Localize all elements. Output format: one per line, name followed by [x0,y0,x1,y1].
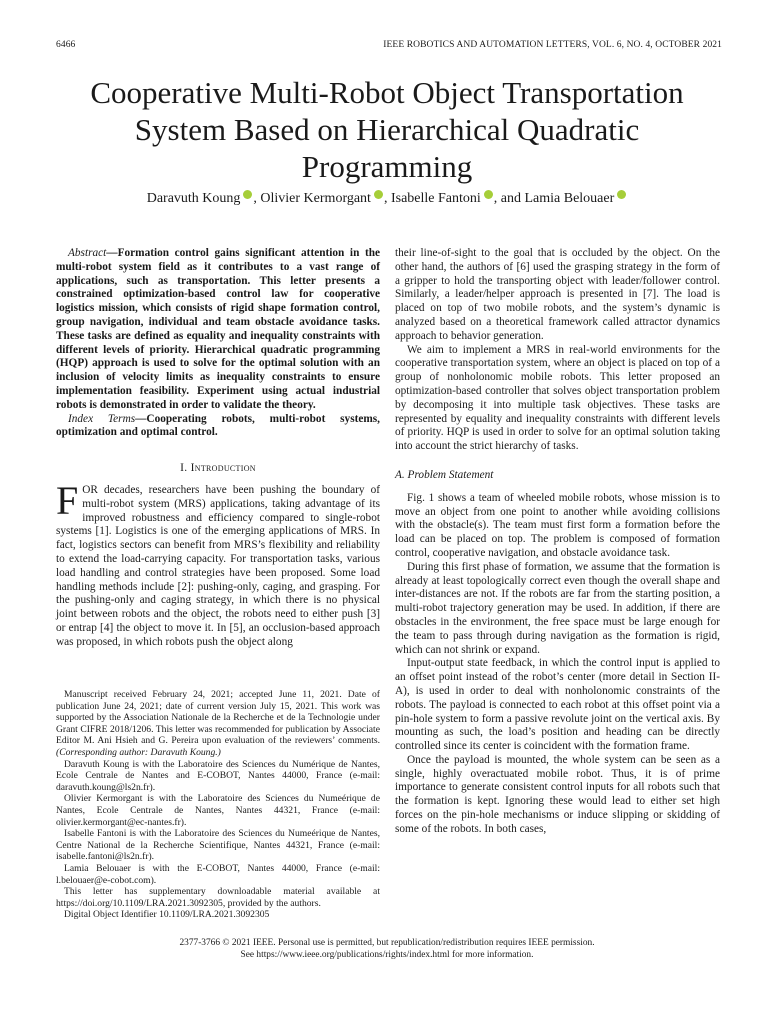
copyright-line: 2377-3766 © 2021 IEEE. Personal use is permitted, but republication/redistribution requires IEEE permission. [179,938,595,948]
body-paragraph: their line-of-sight to the goal that is occluded by the object. On the other hand, the authors of [6] used the grasping strategy in the form of a gripper to hold the transporting object with leader/follower control. Similarly, a leader/helper approach is presented in [7]. The load is placed on top of two mobile robots, and the system’s dynamic is analyzed based on a theoretical framework called attractor dynamics approach to behavior generation. [395,247,720,342]
index-terms-text: —Cooperating robots, multi-robot systems, optimization and optimal control. [56,412,380,439]
author-name: Isabelle Fantoni [390,191,481,206]
index-terms-label: Index Terms [68,412,136,425]
author-name: Olivier Kermorgant [260,191,371,206]
journal-header: IEEE ROBOTICS AND AUTOMATION LETTERS, VOL. 6, NO. 4, OCTOBER 2021 [383,40,722,50]
page-number: 6466 [56,40,76,50]
intro-paragraph: FOR decades, researchers have been pushing the boundary of multi-robot system (MRS) applications, taking advantage of its improved robustness and efficiency compared to single-robot systems [1]. Logistics is one of the emerging applications of MRS. In fact, logistics sectors can benefit from MRS’s flexibility and reliability to extend the load-carrying capacity. For transportation tasks, various load handling and control strategies have been proposed. Some load handling methods include [2]: pushing-only, caging, and grasping. For the pushing-only and caging strategy, in which there is no physical joint between robots and the object, the robots need to either push [3] or entrap [4] the object to move it. In [5], an occlusion-based approach was proposed, in which robots push the object along [56,477,380,648]
footnote-manuscript: Manuscript received February 24, 2021; accepted June 11, 2021. Date of publication June 24, 2021; date of current version July 15, 2021. This work was supported by the Association Nationale de la Recherche et de la Technologie under Grant CIFRE 2018/1206. This letter was recommended for publication by Associate Editor M. Ani Hsieh and G. Pereira upon evaluation of the reviewers’ comments. (Corresponding author: Daravuth Koung.) [56,689,380,758]
section-heading-introduction: I. Introduction [180,462,256,475]
body-paragraph: Input-output state feedback, in which the control input is applied to an offset point instead of the robot’s center (more detail in Section II-A), is used in order to deal with nonholonomic constraints of the robots. The payload is connected to each robot at this offset point via a pin-hole system to form a passive revolute joint on the vertical axis. By mounting as such, the load’s position and heading can be directly controlled since its center is coincident with the formation frame. [395,657,720,753]
footnote-supplementary: This letter has supplementary downloadable material available at https://doi.org/10.1109/LRA.2021.3092305, provided by the authors. [56,886,380,909]
copyright-footer [56,938,718,961]
author-name: Daravuth Koung [146,191,241,206]
abstract [56,247,380,413]
body-paragraph: We aim to implement a MRS in real-world environments for the cooperative transportation system, where an object is placed on top of a group of nonholonomic mobile robots. This letter proposed an optimization-based controller that solves object transportation problem by decomposing it into multiple task objectives. These tasks are represented by equality and inequality constraints with different levels of priority. HQP is used in order to solve for an optimal solution taking into account the strict hierarchy of tasks. [395,343,720,453]
left-column [56,247,380,650]
author-name: Lamia Belouaer [524,191,615,206]
subsection-heading-problem-statement: A. Problem Statement [395,468,494,481]
body-paragraph: Fig. 1 shows a team of wheeled mobile robots, whose mission is to move an object from one point to another while avoiding collisions with the obstacle(s). The team must first form a formation before the load can be placed on top. The problem is composed of formation control, cooperative navigation, and obstacle avoidance task. [395,491,720,559]
orcid-icon[interactable] [374,190,383,199]
footnote-affiliation: Daravuth Koung is with the Laboratoire des Sciences du Numérique de Nantes, Ecole Centrale de Nantes and E-COBOT, Nantes 44000, France (e-mail: daravuth.koung@ls2n.fr). [56,758,380,793]
footnote-doi: Digital Object Identifier 10.1109/LRA.2021.3092305 [64,909,270,921]
body-paragraph: Once the payload is mounted, the whole system can be seen as a single, highly overactuated mobile robot. Thus, it is of prime importance to generate consistent control inputs for all robots such that the formation is kept. Ignoring these would lead to either set high forces on the pin-hole mechanisms or induce slipping or skidding of some of the robots. In both cases, [395,753,720,835]
rights-link-line: See https://www.ieee.org/publications/rights/index.html for more information. [240,949,534,960]
abstract-text: —Formation control gains significant attention in the multi-robot system field as it contributes to a vast range of applications, such as transportation. This letter presents a constrained optimization-based control law for cooperative logistics mission, which consists of rigid shape formation control, group navigation, individual and team obstacle avoidance tasks. These tasks are defined as equality and inequality constraints with different levels of priority. Hierarchical quadratic programming (HQP) approach is used to solve for the optimal solution with an inclusion of velocity limits as inequality constraints to ensure implementation feasibility. Experiment using actual industrial robots is demonstrated in order to validate the theory. [56,247,380,411]
body-paragraph: During this first phase of formation, we assume that the formation is already at least topologically correct even though the overall shape and inter-distances are not. If the robots are far from the starting position, a multi-robot trajectory generation may be used. In addition, if there are obstacles in the environment, the free space must be large enough for the team to pass through during navigation as the formation is rigid, which can not shrink or expand. [395,560,720,656]
drop-cap: F [56,477,79,523]
abstract-label: Abstract [68,247,107,259]
footnote-affiliation: Lamia Belouaer is with the E-COBOT, Nantes 44000, France (e-mail: l.belouaer@e-cobot.com). [56,862,380,886]
orcid-icon[interactable] [484,190,493,199]
paper-title: Cooperative Multi-Robot Object Transportation System Based on Hierarchical Quadratic Programming [90,75,684,184]
footnote-affiliation: Olivier Kermorgant is with the Laboratoire des Sciences du Numeérique de Nantes, Ecole Centrale de Nantes, Nantes 44321, France (e-mail: olivier.kermorgant@ec-nantes.fr). [56,793,380,828]
author-list: Daravuth Koung , Olivier Kermorgant , Isabelle Fantoni , and Lamia Belouaer [56,190,718,207]
footnotes [56,689,380,921]
footnote-affiliation: Isabelle Fantoni is with the Laboratoire des Sciences du Numeérique de Nantes, Centre National de la Recherche Scientifique, Nantes 44321, France (e-mail: isabelle.fantoni@ls2n.fr). [56,828,380,863]
index-terms [56,413,380,441]
right-column [395,247,720,837]
orcid-icon[interactable] [243,190,252,199]
orcid-icon[interactable] [617,190,626,199]
